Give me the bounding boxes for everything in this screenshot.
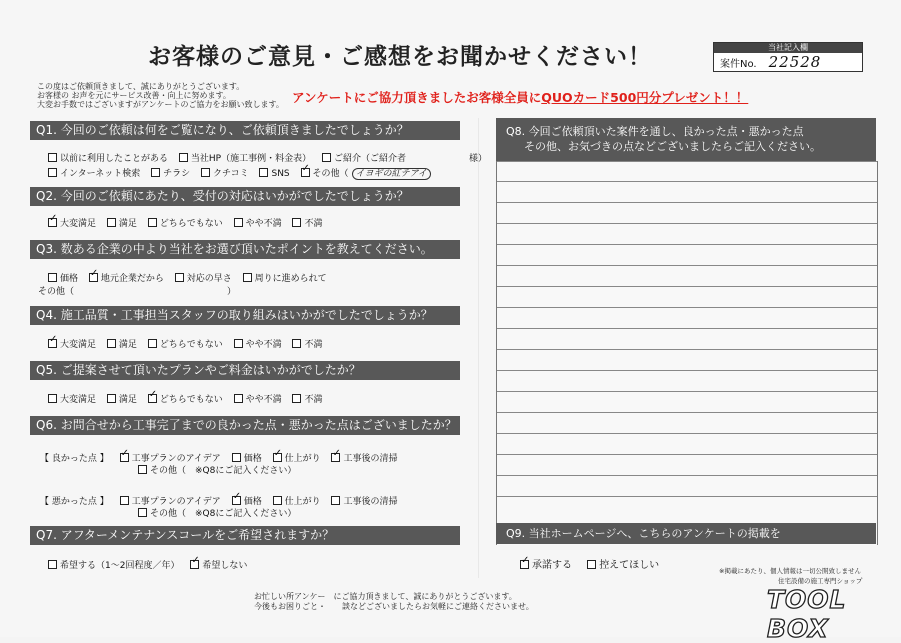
option-label: 満足 [118,219,137,229]
checkbox-icon[interactable] [232,453,241,462]
option-label: やや不満 [245,219,282,229]
checkbox-icon[interactable] [292,394,301,403]
checkbox-icon[interactable] [331,496,340,505]
checkbox-checked-icon[interactable] [301,168,310,177]
option-label: 価格 [243,454,262,464]
q3-option[interactable] [175,271,232,284]
checkbox-icon[interactable] [201,168,210,177]
ruled-line [497,412,877,413]
checkbox-checked-icon[interactable] [520,560,529,569]
q1-options-row1 [48,151,495,164]
promo-prefix: アンケートにご協力頂きましたお客様全員に [292,90,542,105]
checkbox-icon[interactable] [175,273,184,282]
checkbox-checked-icon[interactable] [120,453,129,462]
checkbox-icon[interactable] [48,273,57,282]
option-label: 周りに進められて [254,274,327,284]
brand-logo: TOOL BOX [767,585,847,643]
option-label: 工事プランのアイデア [131,454,221,464]
q8-title-line: Q8. 今回ご依頼頂いた案件を通し、良かった点・悪かった点 [506,125,804,138]
checkbox-icon[interactable] [138,465,147,474]
option-label: 希望する（1〜2回程度／年） [60,561,180,571]
checkbox-icon[interactable] [234,218,243,227]
option-label: SNS [271,169,290,179]
checkbox-checked-icon[interactable] [48,218,57,227]
q5-option[interactable] [48,392,96,405]
ruled-line [497,265,877,266]
checkbox-checked-icon[interactable] [48,339,57,348]
option-label: 満足 [118,395,137,405]
checkbox-icon[interactable] [48,560,57,569]
option-label: 工事後の清掃 [343,454,398,464]
ruled-line [497,349,877,350]
promo-banner [292,88,748,106]
footer-line: お忙しい所アンケー にご協力頂きまして、誠にありがとうございます。 [254,592,517,601]
q2-option[interactable] [292,216,322,229]
q8-heading [496,118,876,161]
ruled-line [497,181,877,182]
case-no-label: 案件No. [720,58,757,70]
q6-bad-label: 【 悪かった点 】 [40,497,109,507]
option-label: 不満 [304,340,323,350]
option-label: どちらでもない [159,340,223,350]
q1-heading: Q1. 今回のご依頼は何をご覧になり、ご依頼頂きましたでしょうか？ [30,121,460,140]
ruled-line [497,391,877,392]
handwritten-other[interactable]: イヨギの紅テアイ [352,168,431,180]
checkbox-icon[interactable] [48,153,57,162]
option-label: 地元企業だから [100,274,164,284]
q1-option[interactable] [151,166,190,179]
q2-option[interactable] [234,216,282,229]
option-label: 承諾する [532,560,572,571]
option-label: その他（ ※Q8にご記入ください） [150,509,297,519]
q4-option[interactable] [234,337,282,350]
ruled-line [497,202,877,203]
option-label: 工事プランのアイデア [131,497,221,507]
option-label: どちらでもない [159,219,223,229]
option-label: 大変満足 [60,219,97,229]
q1-option[interactable] [259,168,289,179]
checkbox-checked-icon[interactable] [273,453,282,462]
option-label: やや不満 [245,340,282,350]
q9-option[interactable] [587,556,659,571]
option-label: 大変満足 [60,340,97,350]
checkbox-icon[interactable] [107,394,116,403]
checkbox-icon[interactable] [148,339,157,348]
q4-option[interactable] [148,337,223,350]
checkbox-checked-icon[interactable] [148,394,157,403]
q1-option[interactable] [48,166,140,179]
q1-option[interactable] [48,151,168,164]
q6-good-option[interactable] [331,451,397,464]
checkbox-icon[interactable] [292,218,301,227]
column-divider [478,118,479,578]
checkbox-icon[interactable] [138,508,147,517]
q5-option[interactable] [107,392,137,405]
q1-option[interactable] [179,151,311,164]
checkbox-icon[interactable] [234,339,243,348]
q2-heading: Q2. 今回のご依頼にあたり、受付の対応はいかがでしたでしょうか？ [30,187,460,206]
option-label: 当社HP（施工事例・料金表） [190,154,312,164]
checkbox-icon[interactable] [292,339,301,348]
option-label: 仕上がり [284,497,321,507]
option-label: その他（ ※Q8にご記入ください） [150,466,297,476]
q7-option[interactable] [48,558,179,571]
intro-line: 大変お手数ではございますがアンケートのご協力をお願い致します。 [37,100,284,109]
option-label: 以前に利用したことがある [60,154,169,164]
q3-other[interactable]: その他（ ） [38,287,237,297]
ruled-line [497,286,877,287]
footer-message [254,592,534,612]
ruled-line [497,161,877,162]
intro-text [37,82,284,109]
checkbox-icon[interactable] [587,560,596,569]
q4-heading: Q4. 施工品質・工事担当スタッフの取り組みはいかがでしたでしょうか？ [30,306,460,325]
q2-option[interactable] [148,216,223,229]
page-title: お客様のご意見・ご感想をお聞かせください！ [148,44,652,70]
option-label: 控えてほしい [599,560,660,571]
option-label: 仕上がり [284,454,321,464]
q7-option[interactable] [190,558,247,571]
q3-heading: Q3. 数ある企業の中より当社をお選び頂いたポイントを教えてください。 [30,240,460,259]
option-label: やや不満 [245,395,282,405]
checkbox-checked-icon[interactable] [190,560,199,569]
option-label: 不満 [304,395,323,405]
checkbox-checked-icon[interactable] [232,496,241,505]
option-label: チラシ [163,169,191,179]
checkbox-icon[interactable] [48,394,57,403]
ruled-line [497,244,877,245]
ruled-line [497,328,877,329]
q8-title-line: その他、お気づきの点などございましたらご記入ください。 [524,140,821,153]
option-label: どちらでもない [159,395,223,405]
ruled-line [497,433,877,434]
ruled-line [497,307,877,308]
checkbox-icon[interactable] [120,496,129,505]
option-label: 満足 [118,340,137,350]
checkbox-icon[interactable] [243,273,252,282]
ruled-line [497,370,877,371]
checkbox-icon[interactable] [179,153,188,162]
q6-bad-other[interactable] [138,506,296,519]
q2-option[interactable] [48,216,96,229]
option-label: 希望しない [202,561,248,571]
option-label: 価格 [60,274,79,284]
promo-highlight: QUOカード500円分プレゼント！！ [541,90,749,105]
option-label: 工事後の清掃 [343,497,398,507]
q9-options [520,556,667,571]
q9-privacy-note: ※掲載にあたり、個人情報は一切公開致しません [719,567,861,575]
q7-options [48,558,255,571]
q1-option[interactable] [322,151,487,164]
staff-use-box [713,42,863,72]
q3-option[interactable] [48,271,78,284]
option-label: クチコミ [212,169,249,179]
q3-options [48,271,335,284]
checkbox-checked-icon[interactable] [89,273,98,282]
checkbox-icon[interactable] [273,496,282,505]
q4-options [48,337,330,350]
q9-option[interactable] [520,556,572,571]
brand-tagline: 住宅設備の施工専門ショップ [778,577,863,585]
checkbox-icon[interactable] [148,218,157,227]
q1-options-row2 [48,166,431,179]
ruled-line [497,475,877,476]
q8-answer-area[interactable] [496,161,878,545]
checkbox-icon[interactable] [107,339,116,348]
q6-good-other[interactable] [138,463,296,476]
q6-good-label: 【 良かった点 】 [40,454,109,464]
q1-option-other[interactable] [301,166,431,179]
checkbox-icon[interactable] [48,168,57,177]
checkbox-icon[interactable] [151,168,160,177]
intro-line: この度はご依頼頂きまして、誠にありがとうございます。 [37,82,245,91]
checkbox-icon[interactable] [259,168,268,177]
footer-line: 今後もお困りごと・ 談などございましたらお気軽にご連絡くださいませ。 [254,602,534,611]
q3-option[interactable] [89,271,164,284]
option-label: その他（ [312,169,349,179]
q2-options [48,216,330,229]
q2-option[interactable] [107,216,137,229]
q1-option[interactable] [201,166,249,179]
q3-option[interactable] [243,271,327,284]
checkbox-icon[interactable] [322,153,331,162]
q5-option[interactable] [148,392,223,405]
option-label: 大変満足 [60,395,97,405]
case-no-value[interactable]: 22528 [768,53,822,71]
q5-option[interactable] [234,392,282,405]
q5-options [48,392,330,405]
checkbox-icon[interactable] [234,394,243,403]
q6-bad-option[interactable] [331,494,397,507]
ruled-line [497,496,877,497]
intro-line: お客様の お声を元にサービス改善・向上に努めます。 [37,91,231,100]
q4-option[interactable] [292,337,322,350]
q5-heading: Q5. ご提案させて頂いたプランやご料金はいかがでしたか？ [30,361,460,380]
staff-box-title: 当社記入欄 [714,43,862,53]
option-label: ご紹介（ご紹介者 様） [333,154,487,164]
q4-option[interactable] [107,337,137,350]
q7-heading: Q7. アフターメンテナンスコールをご希望されますか？ [30,526,460,545]
option-label: 価格 [243,497,262,507]
ruled-line [497,223,877,224]
checkbox-checked-icon[interactable] [331,453,340,462]
option-label: 対応の早さ [186,274,232,284]
q6-heading: Q6. お問合せから工事完了までの良かった点・悪かった点はございましたか？ [30,416,460,435]
option-label: 不満 [304,219,323,229]
option-label: インターネット検索 [60,169,141,179]
q9-heading: Q9. 当社ホームページへ、こちらのアンケートの掲載を [496,523,876,544]
q4-option[interactable] [48,337,96,350]
ruled-line [497,454,877,455]
checkbox-icon[interactable] [107,218,116,227]
q5-option[interactable] [292,392,322,405]
